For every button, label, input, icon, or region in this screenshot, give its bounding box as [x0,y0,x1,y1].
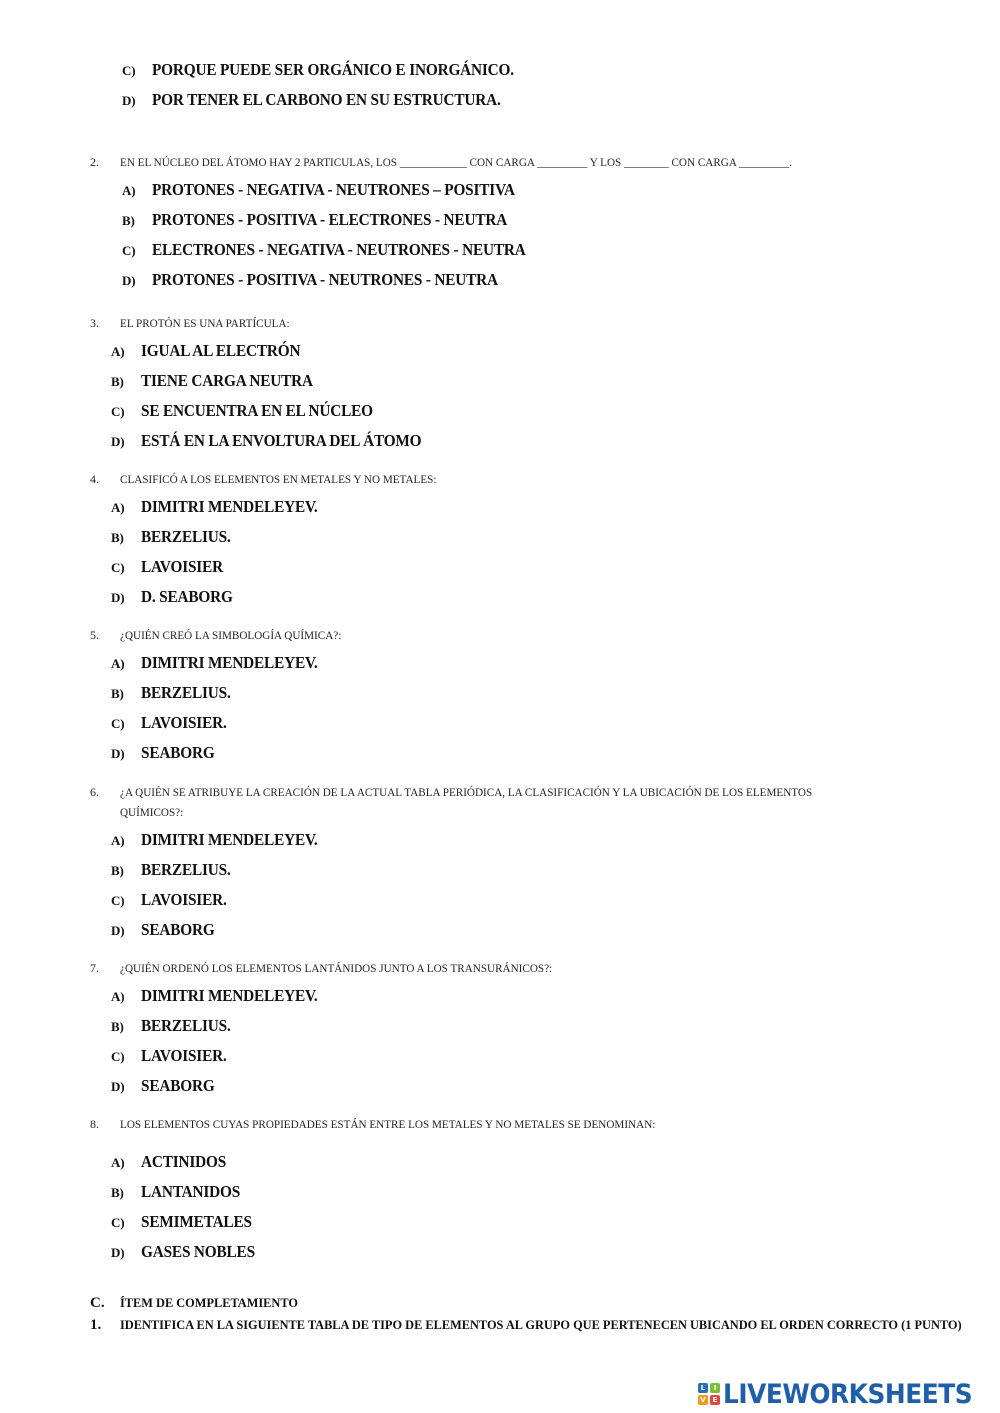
question-text: EN EL NÚCLEO DEL ÁTOMO HAY 2 PARTICULAS, LOS ____________ CON CARGA _________ Y LOS ________ CON CARGA _________. [120,155,793,169]
option-label: B) [111,1019,124,1034]
option-label: C) [111,1215,125,1230]
logo-tile-orange: V [698,1395,708,1405]
option-label: C) [111,560,125,575]
option-label: D) [111,923,125,938]
q8-option-d [111,1242,268,1268]
question-number: 8. [90,1117,99,1131]
option-label: D) [111,434,125,449]
question-6-continuation: QUÍMICOS?: [120,805,184,819]
option-label: A) [111,344,125,359]
option-label: B) [111,374,124,389]
option-label: B) [111,863,124,878]
question-number: 3. [90,316,99,330]
question-2 [90,155,843,170]
q4-option-c [111,557,232,583]
question-number: 7. [90,961,99,975]
q3-option-c [111,401,399,427]
q3-option-a [111,341,318,367]
option-text: ACTINIDOS [141,1152,227,1171]
q2-option-b [122,210,547,236]
option-label: A) [111,1155,125,1170]
option-text: PROTONES - POSITIVA - ELECTRONES - NEUTRA [152,210,508,229]
option-text: ELECTRONES - NEGATIVA - NEUTRONES - NEUTRA [152,240,526,259]
q2-option-d [122,270,536,296]
q5-option-c [111,713,236,739]
section-item-text: IDENTIFICA EN LA SIGUIENTE TABLA DE TIPO DE ELEMENTOS AL GRUPO QUE PERTENECEN UBICANDO EL ORDEN CORRECTO (1 PUNTO) [120,1317,962,1332]
option-text: LAVOISIER. [141,890,227,909]
option-text: PROTONES - NEGATIVA - NEUTRONES – POSITIVA [152,180,515,199]
option-text: BERZELIUS. [141,860,231,879]
option-label: B) [111,686,124,701]
option-text: ESTÁ EN LA ENVOLTURA DEL ÁTOMO [141,431,422,450]
option-text: DIMITRI MENDELEYEV. [141,986,318,1005]
question-text: ¿QUIÉN ORDENÓ LOS ELEMENTOS LANTÁNIDOS JUNTO A LOS TRANSURÁNICOS?: [120,961,553,975]
liveworksheets-logo [698,1377,994,1411]
option-text: SEMIMETALES [141,1212,252,1231]
option-label: B) [111,1185,124,1200]
q8-option-c [111,1212,264,1238]
q4-option-b [111,527,241,553]
option-label: D) [122,273,136,288]
option-label: C) [111,1049,125,1064]
option-label: D) [111,746,125,761]
q7-option-b [111,1016,241,1042]
option-label: D) [111,1079,125,1094]
option-label: A) [111,833,125,848]
option-text: LAVOISIER. [141,1046,227,1065]
option-text: LANTANIDOS [141,1182,241,1201]
option-label: B) [122,213,135,228]
option-label: A) [111,989,125,1004]
question-7 [90,961,585,976]
q8-option-b [111,1182,251,1208]
option-label: C) [122,63,136,78]
question-text: LOS ELEMENTOS CUYAS PROPIEDADES ESTÁN ENTRE LOS METALES Y NO METALES SE DENOMINAN: [120,1117,656,1131]
option-label: D) [122,93,136,108]
logo-tile-red: E [710,1395,720,1405]
option-text: D. SEABORG [141,587,233,606]
option-label: D) [111,590,125,605]
option-text: BERZELIUS. [141,683,231,702]
option-text: POR TENER EL CARBONO EN SU ESTRUCTURA. [152,90,501,109]
question-number: 6. [90,785,99,799]
question-text: ¿QUIÉN CREÓ LA SIMBOLOGÍA QUÍMICA?: [120,628,342,642]
option-label: A) [122,183,136,198]
question-8 [90,1117,696,1132]
q3-option-b [111,371,332,397]
option-text: SEABORG [141,743,215,762]
section-label: C. [90,1295,105,1311]
q6-option-c [111,890,236,916]
q4-option-a [111,497,337,523]
q7-option-a [111,986,337,1012]
option-label: B) [111,530,124,545]
q4-option-d [111,587,243,613]
option-text: IGUAL AL ELECTRÓN [141,341,301,360]
option-text: PROTONES - POSITIVA - NEUTRONES - NEUTRA [152,270,498,289]
q5-option-b [111,683,241,709]
option-label: D) [111,1245,125,1260]
q5-option-a [111,653,337,679]
option-text: LAVOISIER. [141,713,227,732]
q2-option-a [122,180,555,206]
option-text: GASES NOBLES [141,1242,255,1261]
q6-option-d [111,920,223,946]
question-4 [90,472,460,487]
question-5 [90,628,358,643]
logo-text: LIVEWORKSHEETS [723,1378,973,1410]
option-text: BERZELIUS. [141,527,231,546]
option-c [122,60,554,86]
option-label: C) [111,404,125,419]
question-text: ¿A QUIÉN SE ATRIBUYE LA CREACIÓN DE LA ACTUAL TABLA PERIÓDICA, LA CLASIFICACIÓN Y LA UBICACIÓN DE LOS ELEMENTOS [120,785,813,799]
option-text: LAVOISIER [141,557,223,576]
section-item-1 [90,1317,1000,1334]
logo-tile-blue: L [698,1383,708,1393]
section-title: ÍTEM DE COMPLETAMIENTO [120,1295,298,1310]
option-text: PORQUE PUEDE SER ORGÁNICO E INORGÁNICO. [152,60,514,79]
question-number: 2. [90,155,99,169]
question-6 [90,785,864,800]
option-text: SEABORG [141,1076,215,1095]
option-text: BERZELIUS. [141,1016,231,1035]
question-number: 4. [90,472,99,486]
option-text: TIENE CARGA NEUTRA [141,371,313,390]
option-text: SE ENCUENTRA EN EL NÚCLEO [141,401,373,420]
option-label: C) [122,243,136,258]
option-text: DIMITRI MENDELEYEV. [141,830,318,849]
option-label: A) [111,500,125,515]
option-d [122,90,539,116]
liveworksheets-logo-icon [698,1383,720,1405]
section-item-number: 1. [90,1317,102,1333]
q3-option-d [111,431,453,457]
question-text: CLASIFICÓ A LOS ELEMENTOS EN METALES Y NO METALES: [120,472,437,486]
option-text: DIMITRI MENDELEYEV. [141,653,318,672]
question-text: EL PROTÓN ES UNA PARTÍCULA: [120,316,290,330]
q2-option-c [122,240,567,266]
section-heading [90,1295,307,1312]
option-text: DIMITRI MENDELEYEV. [141,497,318,516]
q7-option-d [111,1076,223,1102]
option-label: A) [111,656,125,671]
question-number: 5. [90,628,99,642]
q7-option-c [111,1046,236,1072]
option-label: C) [111,716,125,731]
q5-option-d [111,743,223,769]
option-text: SEABORG [141,920,215,939]
q6-option-b [111,860,241,886]
logo-tile-green: I [710,1383,720,1393]
q8-option-a [111,1152,236,1178]
question-3 [90,316,302,331]
option-label: C) [111,893,125,908]
q6-option-a [111,830,337,856]
